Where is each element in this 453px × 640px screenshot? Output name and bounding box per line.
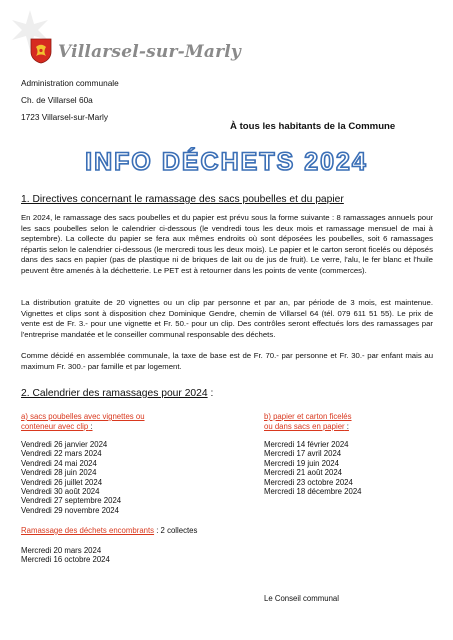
column-b-dates bbox=[264, 440, 362, 496]
coat-of-arms-icon bbox=[30, 38, 52, 64]
list-item: Mercredi 18 décembre 2024 bbox=[264, 486, 362, 496]
list-item: Vendredi 27 septembre 2024 bbox=[21, 496, 122, 506]
list-item: Mercredi 21 août 2024 bbox=[264, 468, 343, 478]
list-item: Vendredi 26 janvier 2024 bbox=[21, 440, 108, 449]
column-b-title bbox=[264, 412, 352, 431]
section-1-heading bbox=[21, 194, 344, 205]
column-a-title bbox=[21, 412, 145, 431]
list-item: Vendredi 28 juin 2024 bbox=[21, 468, 97, 478]
address-line-3: 1723 Villarsel-sur-Marly bbox=[21, 112, 108, 122]
column-a-title-line-1: a) sacs poubelles avec vignettes ou bbox=[21, 412, 145, 421]
list-item: Vendredi 29 novembre 2024 bbox=[21, 505, 119, 515]
column-a-dates bbox=[21, 440, 121, 515]
list-item: Mercredi 19 juin 2024 bbox=[264, 458, 339, 468]
list-item: Vendredi 24 mai 2024 bbox=[21, 458, 97, 468]
list-item: Mercredi 17 avril 2024 bbox=[264, 449, 342, 459]
section-2-heading bbox=[21, 388, 213, 399]
list-item: Mercredi 23 octobre 2024 bbox=[264, 477, 353, 487]
bulky-waste-dates bbox=[21, 546, 110, 565]
address-line-2: Ch. de Villarsel 60a bbox=[21, 95, 93, 105]
column-a-title-colon: : bbox=[88, 421, 93, 431]
bulky-waste-suffix: : 2 collectes bbox=[154, 526, 198, 535]
section-2-heading-text: 2. Calendrier des ramassages pour 2024 bbox=[21, 388, 208, 399]
list-item: Vendredi 22 mars 2024 bbox=[21, 449, 102, 459]
list-item: Mercredi 16 octobre 2024 bbox=[21, 555, 110, 565]
column-b-title-line-1: b) papier et carton ficelés bbox=[264, 412, 352, 421]
bulky-waste-label: Ramassage des déchets encombrants bbox=[21, 526, 155, 535]
section-1-paragraph-3: Comme décidé en assemblée communale, la taxe de base est de Fr. 70.- par personne et Fr. 30.- par enfant mais au maximum Fr. 300.- par famille et par logement. bbox=[21, 351, 433, 371]
document-title: INFO DÉCHETS 2024 bbox=[85, 148, 368, 176]
section-1-paragraph-2: La distribution gratuite de 20 vignettes ou un clip par personne et par an, par période de 3 mois, est maintenue. Vignettes et clips sont à disposition chez Dominique Gendre, chemin de Villarsel 64 (tél. 079 611 51 55). Le prix de vente est de Fr. 3.- pour une vignette et Fr. 50.- pour un clip. Des contrôles seront effectués lors des ramassages par l'entreprise mandatée et le conseiller communal responsable des déchets. bbox=[21, 298, 433, 339]
recipients-headline: À tous les habitants de la Commune bbox=[230, 121, 396, 132]
bulky-waste-title bbox=[21, 526, 197, 536]
list-item: Mercredi 20 mars 2024 bbox=[21, 546, 102, 555]
column-a-title-line-2: conteneur avec clip bbox=[21, 421, 89, 431]
signature: Le Conseil communal bbox=[264, 594, 339, 603]
list-item: Vendredi 30 août 2024 bbox=[21, 486, 100, 496]
section-2-heading-colon: : bbox=[207, 388, 214, 399]
list-item: Vendredi 26 juillet 2024 bbox=[21, 477, 103, 487]
commune-logo-text: Villarsel-sur-Marly bbox=[58, 42, 242, 62]
section-1-paragraph-1: En 2024, le ramassage des sacs poubelles et du papier est prévu sous la forme suivante : 8 ramassages annuels pour les sacs poubelles selon le calendrier ci-dessous (le vendredi tous les deux mois et ramassage mensuel de mai à septembre). La collecte du papier se fera aux mêmes endroits où sont déposées les poubelles, soit 6 ramassages répartis selon le calendrier ci-dessous (le mercredi tous les deux mois). Le papier et le carton seront ficelés ou déposés dans des sacs en papier (pas de plastique ni de briques de lait ou de jus de fruit). Le verre, l'alu, le fer blanc et l'huile peuvent être amenés à la déchetterie. Le PET est à retourner dans les points de vente (commerces). bbox=[21, 213, 433, 275]
list-item: Mercredi 14 février 2024 bbox=[264, 440, 349, 449]
column-b-title-colon: : bbox=[344, 421, 349, 431]
section-1-heading-text: 1. Directives concernant le ramassage des sacs poubelles et du papier bbox=[21, 194, 344, 205]
column-b-title-line-2: ou dans sacs en papier bbox=[264, 421, 345, 431]
address-line-1: Administration communale bbox=[21, 78, 119, 88]
